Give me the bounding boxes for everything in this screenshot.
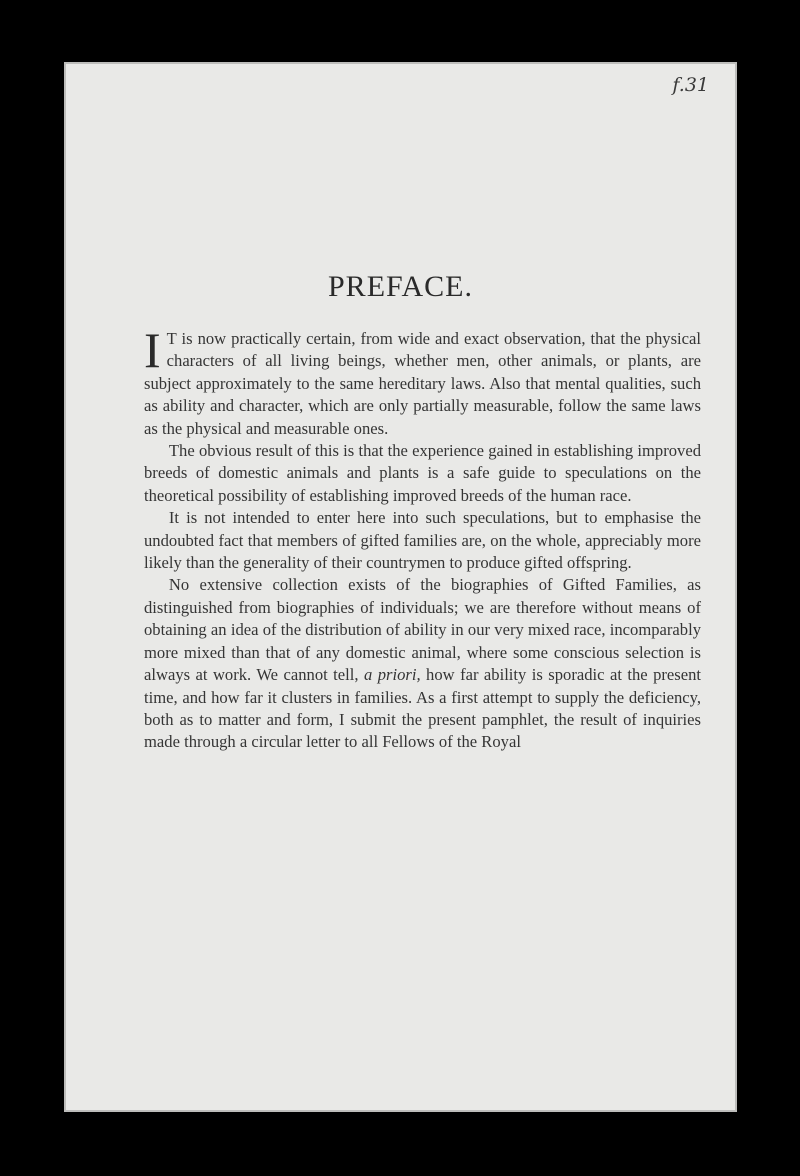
preface-body [144, 322, 702, 754]
paragraph-1-text: T is now practically certain, from wide and exact observation, that the physical characters of all living beings, whether men, other animals, or plants, are subject approximately to the same hereditary laws. Also that mental qualities, such as ability and character, which are only partially measurable, follow the same laws as the physical and measurable ones. [144, 329, 701, 438]
page-title: PREFACE. [328, 270, 473, 303]
paragraph-4 [144, 574, 701, 753]
paragraph-4-italic: a priori, [363, 665, 421, 685]
paragraph-1 [144, 322, 701, 440]
drop-cap: I [144, 322, 161, 378]
folio-number: f.31 [672, 74, 709, 96]
paragraph-4-text-b: how far ability is sporadic at the present time, and how far it clusters in families. As a first attempt to supply the deficiency, both as to matter and form, I submit the present pamphlet, the result of inquiries made through a circular letter to all Fellows of the Royal [144, 665, 702, 752]
paragraph-2: The obvious result of this is that the experience gained in establishing improved breeds of domestic animals and plants is a safe guide to speculations on the theoretical possibility of establishing improved breeds of the human race. [144, 441, 701, 505]
paragraph-3: It is not intended to enter here into such speculations, but to emphasise the undoubted fact that members of gifted families are, on the whole, appreciably more likely than the generality of their countrymen to produce gifted offspring. [144, 508, 701, 573]
paragraph-4-text-a: No extensive collection exists of the biographies of Gifted Families, as distinguished from biographies of individuals; we are therefore without means of obtaining an idea of the distribution of ability in our very mixed race, incomparably more mixed than that of any domestic animal, where some conscious selection is always at work. We cannot tell, [144, 575, 701, 685]
document-page [64, 62, 737, 1112]
